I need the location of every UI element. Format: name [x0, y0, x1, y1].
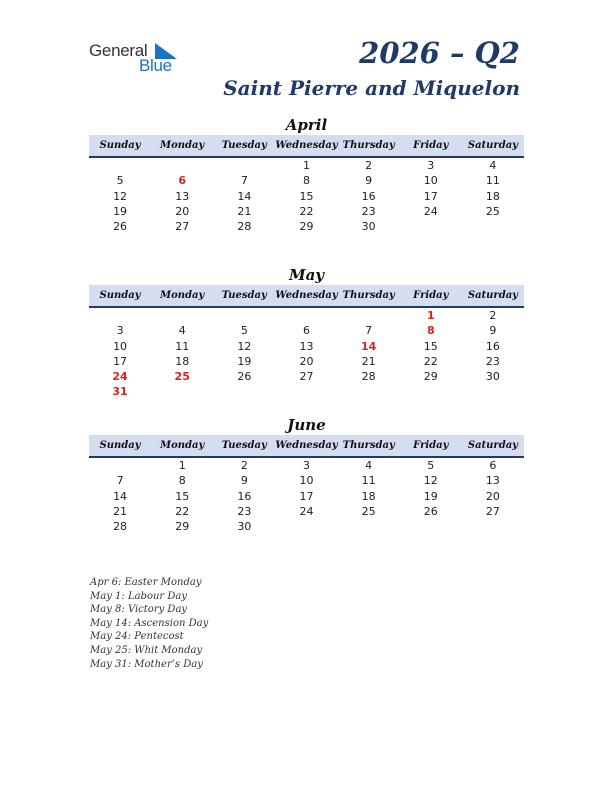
day-cell: 28 — [361, 370, 376, 384]
month-name: May — [288, 266, 325, 284]
weekday-label: Wednesday — [275, 140, 338, 151]
day-cell: 7 — [240, 174, 248, 188]
day-cell: 15 — [423, 339, 438, 353]
day-cell: 7 — [116, 474, 124, 488]
day-cell: 29 — [423, 370, 438, 384]
day-cell: 30 — [361, 220, 376, 234]
day-cell: 12 — [237, 339, 252, 353]
weekday-label: Monday — [160, 290, 205, 301]
month-june — [89, 416, 524, 534]
day-cell — [151, 384, 213, 399]
day-cell: 2 — [365, 159, 373, 172]
day-cell: 21 — [113, 504, 128, 518]
weekday-label: Wednesday — [275, 290, 338, 301]
day-cell — [338, 384, 400, 399]
day-cell: 6 — [178, 174, 187, 188]
day-cell: 13 — [175, 189, 190, 203]
day-cell: 1 — [178, 459, 186, 472]
day-cell: 18 — [361, 489, 376, 503]
day-cell: 3 — [116, 324, 124, 338]
page-title: 2026 – Q2 — [359, 36, 520, 70]
logo-text-blue: Blue — [139, 56, 172, 75]
weekday-label: Friday — [413, 440, 449, 451]
holiday-item: May 14: Ascension Day — [90, 617, 209, 629]
day-cell: 24 — [112, 370, 128, 384]
day-cell: 13 — [485, 474, 500, 488]
week-row — [89, 354, 524, 369]
day-cell: 11 — [361, 474, 376, 488]
day-cell — [89, 458, 151, 473]
holiday-item: May 8: Victory Day — [90, 604, 188, 616]
month-name: June — [287, 416, 326, 434]
month-april — [89, 116, 524, 234]
day-cell — [400, 219, 462, 234]
weekday-label: Tuesday — [221, 290, 267, 301]
day-cell: 22 — [175, 504, 190, 518]
day-cell: 10 — [113, 339, 128, 353]
day-cell: 23 — [237, 504, 252, 518]
day-cell: 16 — [361, 189, 376, 203]
day-cell: 22 — [423, 354, 438, 368]
day-cell: 18 — [485, 189, 500, 203]
day-cell: 5 — [240, 324, 248, 338]
weekday-label: Sunday — [99, 140, 141, 151]
day-cell — [213, 308, 275, 323]
week-row — [89, 323, 524, 338]
day-cell: 27 — [175, 220, 190, 234]
day-cell: 16 — [485, 339, 500, 353]
day-cell: 4 — [365, 459, 373, 472]
day-cell: 6 — [489, 459, 497, 472]
day-cell: 4 — [489, 159, 497, 172]
day-cell: 24 — [423, 204, 438, 218]
weekday-label: Friday — [413, 290, 449, 301]
week-row — [89, 173, 524, 188]
holiday-item: Apr 6: Easter Monday — [90, 577, 202, 588]
day-cell: 1 — [302, 159, 310, 172]
day-cell — [89, 308, 151, 323]
weekday-label: Thursday — [342, 290, 395, 301]
day-cell: 17 — [423, 189, 438, 203]
day-cell: 30 — [237, 520, 252, 534]
week-row — [89, 189, 524, 204]
day-cell: 5 — [427, 459, 435, 472]
day-cell: 14 — [113, 489, 128, 503]
day-cell: 8 — [302, 174, 310, 188]
day-cell: 9 — [240, 474, 248, 488]
day-cell: 20 — [299, 354, 314, 368]
day-cell — [275, 384, 337, 399]
weekday-label: Saturday — [467, 290, 518, 301]
day-cell: 23 — [485, 354, 500, 368]
week-row — [89, 504, 524, 519]
week-row — [89, 308, 524, 323]
holiday-item: May 31: Mother’s Day — [90, 658, 203, 670]
day-cell: 16 — [237, 489, 252, 503]
holiday-item: May 25: Whit Monday — [90, 644, 203, 656]
day-cell — [400, 384, 462, 399]
month-may — [89, 266, 524, 400]
day-cell — [462, 384, 524, 399]
day-cell: 25 — [485, 204, 500, 218]
weekday-header-row — [89, 285, 524, 308]
week-row — [89, 339, 524, 354]
weekday-label: Wednesday — [275, 440, 338, 451]
day-cell: 19 — [237, 354, 252, 368]
month-name: April — [285, 116, 328, 134]
weekday-label: Saturday — [467, 140, 518, 151]
day-cell — [462, 219, 524, 234]
week-row — [89, 384, 524, 399]
day-cell: 10 — [423, 174, 438, 188]
day-cell: 1 — [426, 309, 435, 322]
weekday-header-row — [89, 135, 524, 158]
holiday-item: May 24: Pentecost — [90, 631, 184, 643]
day-cell: 2 — [489, 309, 497, 322]
day-cell — [338, 308, 400, 323]
day-cell — [338, 519, 400, 534]
day-cell: 21 — [237, 204, 252, 218]
holiday-list — [90, 576, 208, 671]
day-cell: 26 — [237, 370, 252, 384]
day-cell: 10 — [299, 474, 314, 488]
day-cell: 8 — [426, 324, 435, 338]
day-cell: 6 — [302, 324, 310, 338]
day-cell: 17 — [113, 354, 128, 368]
day-cell: 4 — [178, 324, 186, 338]
day-cell: 11 — [485, 174, 500, 188]
day-cell: 19 — [423, 489, 438, 503]
day-cell: 21 — [361, 354, 376, 368]
weekday-header-row — [89, 435, 524, 458]
day-cell: 23 — [361, 204, 376, 218]
day-cell: 27 — [299, 370, 314, 384]
day-cell — [275, 519, 337, 534]
day-cell: 3 — [302, 459, 310, 472]
day-cell: 5 — [116, 174, 124, 188]
day-cell: 14 — [237, 189, 252, 203]
weekday-label: Friday — [413, 140, 449, 151]
day-cell: 9 — [489, 324, 497, 338]
day-cell: 12 — [113, 189, 128, 203]
day-cell: 31 — [112, 385, 128, 399]
day-cell: 2 — [240, 459, 248, 472]
holiday-item: May 1: Labour Day — [90, 590, 187, 602]
day-cell: 13 — [299, 339, 314, 353]
week-row — [89, 219, 524, 234]
day-cell — [462, 519, 524, 534]
day-cell: 26 — [113, 220, 128, 234]
day-cell: 28 — [113, 520, 128, 534]
weekday-label: Sunday — [99, 440, 141, 451]
day-cell: 12 — [423, 474, 438, 488]
day-cell: 28 — [237, 220, 252, 234]
week-row — [89, 473, 524, 488]
weekday-label: Tuesday — [221, 140, 267, 151]
day-cell: 14 — [360, 339, 377, 353]
day-cell — [151, 158, 213, 173]
weekday-label: Monday — [160, 140, 205, 151]
day-cell: 22 — [299, 204, 314, 218]
day-cell: 15 — [299, 189, 314, 203]
day-cell: 25 — [174, 370, 190, 384]
day-cell — [151, 308, 213, 323]
day-cell: 8 — [178, 474, 186, 488]
day-cell — [275, 308, 337, 323]
day-cell: 24 — [299, 504, 314, 518]
day-cell: 3 — [427, 159, 435, 172]
day-cell: 18 — [175, 354, 190, 368]
day-cell: 29 — [299, 220, 314, 234]
logo-text-general: General — [89, 41, 148, 60]
day-cell — [213, 158, 275, 173]
weekday-label: Sunday — [99, 290, 141, 301]
week-row — [89, 489, 524, 504]
page-subtitle: Saint Pierre and Miquelon — [223, 76, 520, 100]
day-cell: 7 — [365, 324, 373, 338]
weekday-label: Tuesday — [221, 440, 267, 451]
day-cell: 25 — [361, 504, 376, 518]
weekday-label: Thursday — [342, 140, 395, 151]
day-cell: 20 — [175, 204, 190, 218]
day-cell — [89, 158, 151, 173]
weekday-label: Thursday — [342, 440, 395, 451]
day-cell: 29 — [175, 520, 190, 534]
week-row — [89, 458, 524, 473]
logo — [89, 41, 189, 77]
day-cell: 11 — [175, 339, 190, 353]
week-row — [89, 158, 524, 173]
day-cell: 17 — [299, 489, 314, 503]
day-cell: 9 — [365, 174, 373, 188]
week-row — [89, 519, 524, 534]
day-cell: 27 — [485, 504, 500, 518]
day-cell: 20 — [485, 489, 500, 503]
day-cell — [213, 384, 275, 399]
week-row — [89, 204, 524, 219]
week-row — [89, 369, 524, 384]
weekday-label: Saturday — [467, 440, 518, 451]
weekday-label: Monday — [160, 440, 205, 451]
day-cell: 30 — [485, 370, 500, 384]
day-cell: 15 — [175, 489, 190, 503]
day-cell: 19 — [113, 204, 128, 218]
day-cell: 26 — [423, 504, 438, 518]
day-cell — [400, 519, 462, 534]
